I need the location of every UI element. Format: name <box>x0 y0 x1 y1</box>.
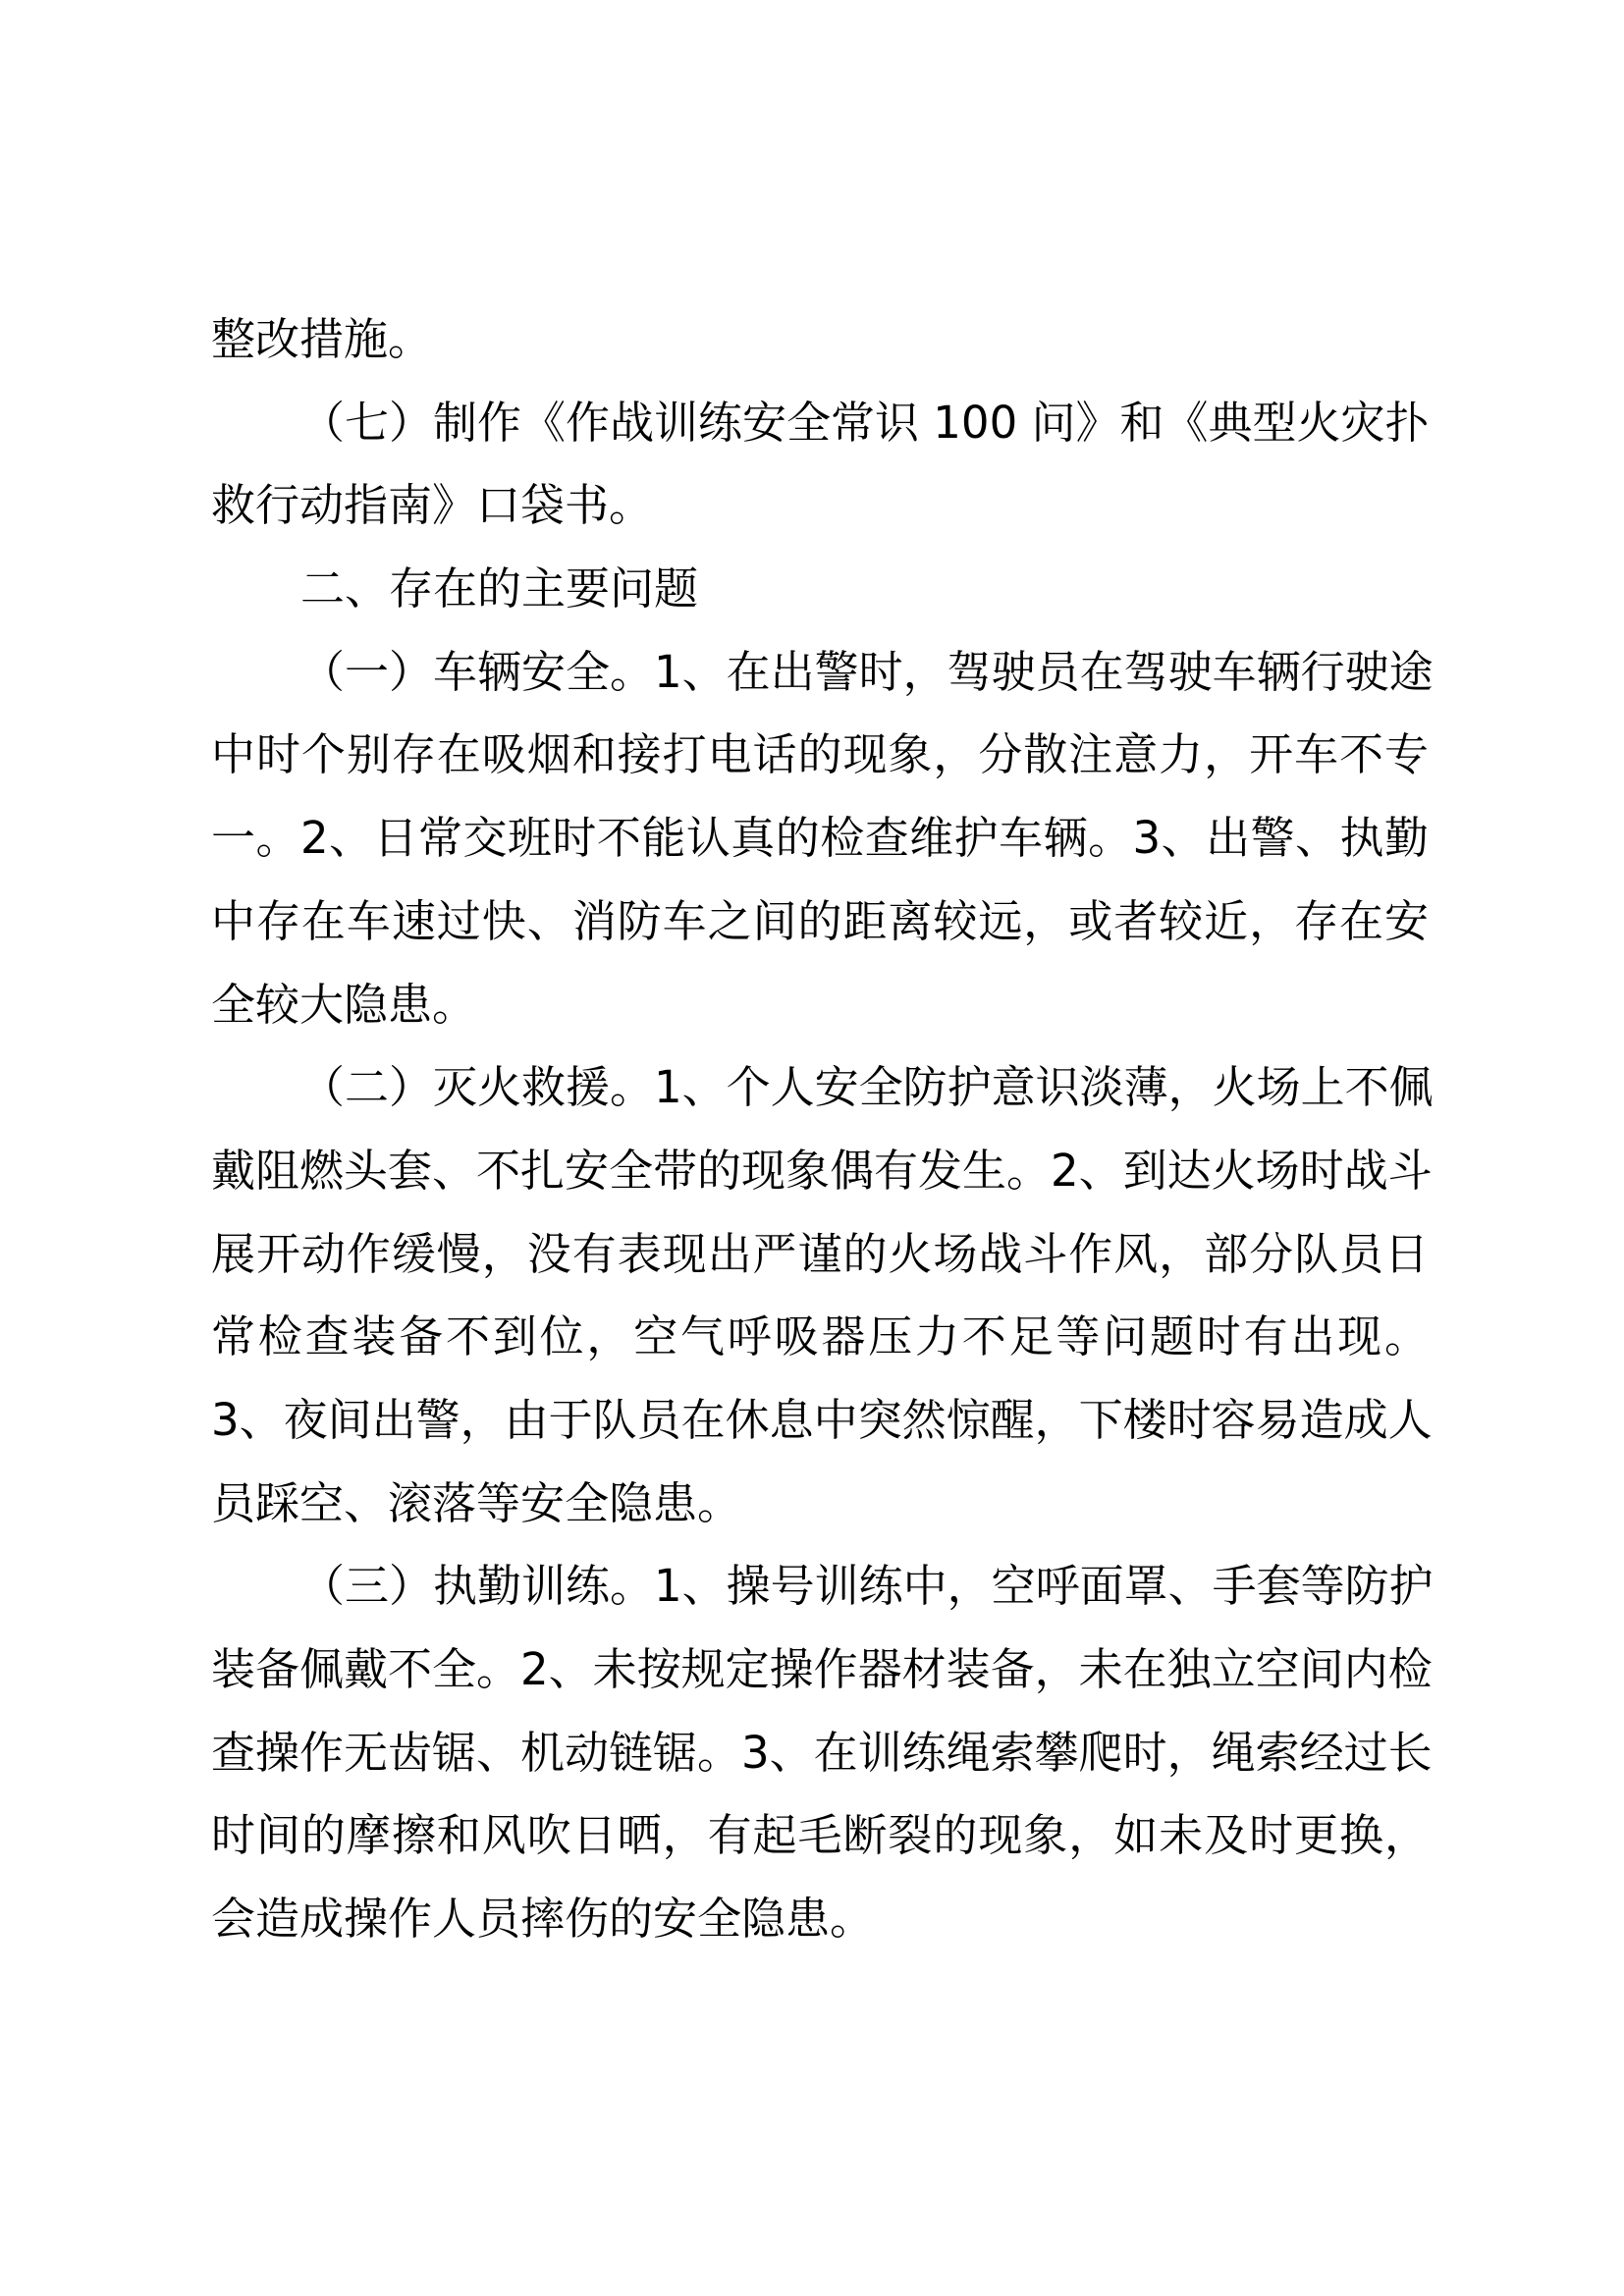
text-line: （三）执勤训练。1、操号训练中，空呼面罩、手套等防护 <box>300 1560 1434 1613</box>
text-line: 装备佩戴不全。2、未按规定操作器材装备，未在独立空间内检 <box>211 1643 1433 1695</box>
text-line: 一。2、日常交班时不能认真的检查维护车辆。3、出警、执勤 <box>211 812 1429 865</box>
text-line: 全较大隐患。 <box>211 978 477 1031</box>
text-line: 中时个别存在吸烟和接打电话的现象，分散注意力，开车不专 <box>211 728 1429 781</box>
text-line: 展开动作缓慢，没有表现出严谨的火场战斗作风，部分队员日 <box>211 1227 1429 1280</box>
text-line: 救行动指南》口袋书。 <box>211 479 654 532</box>
paragraph <box>211 298 1429 382</box>
text-line: （一）车辆安全。1、在出警时，驾驶员在驾驶车辆行驶途 <box>300 645 1434 698</box>
document-body <box>211 298 1434 1961</box>
text-line: 会造成操作人员摔伤的安全隐患。 <box>211 1893 875 1946</box>
text-line: 员踩空、滚落等安全隐患。 <box>211 1476 742 1529</box>
text-line: （七）制作《作战训练安全常识 100 问》和《典型火灾扑 <box>300 396 1430 449</box>
paragraph <box>211 382 1429 548</box>
text-line: 3、夜间出警，由于队员在休息中突然惊醒，下楼时容易造成人 <box>211 1393 1433 1446</box>
paragraph <box>211 1046 1434 1545</box>
text-line: 整改措施。 <box>211 313 433 365</box>
paragraph <box>211 631 1434 1046</box>
text-line: 时间的摩擦和风吹日晒，有起毛断裂的现象，如未及时更换， <box>211 1809 1429 1862</box>
text-line: 中存在车速过快、消防车之间的距离较远，或者较近，存在安 <box>211 894 1429 947</box>
text-line: （二）灭火救援。1、个人安全防护意识淡薄，火场上不佩 <box>300 1061 1434 1114</box>
paragraph <box>211 548 1429 631</box>
text-line: 查操作无齿锯、机动链锯。3、在训练绳索攀爬时，绳索经过长 <box>211 1726 1433 1779</box>
paragraph <box>211 1545 1434 1960</box>
text-line: 戴阻燃头套、不扎安全带的现象偶有发生。2、到达火场时战斗 <box>211 1144 1433 1197</box>
text-line: 二、存在的主要问题 <box>300 562 699 615</box>
text-line: 常检查装备不到位，空气呼吸器压力不足等问题时有出现。 <box>211 1310 1429 1363</box>
